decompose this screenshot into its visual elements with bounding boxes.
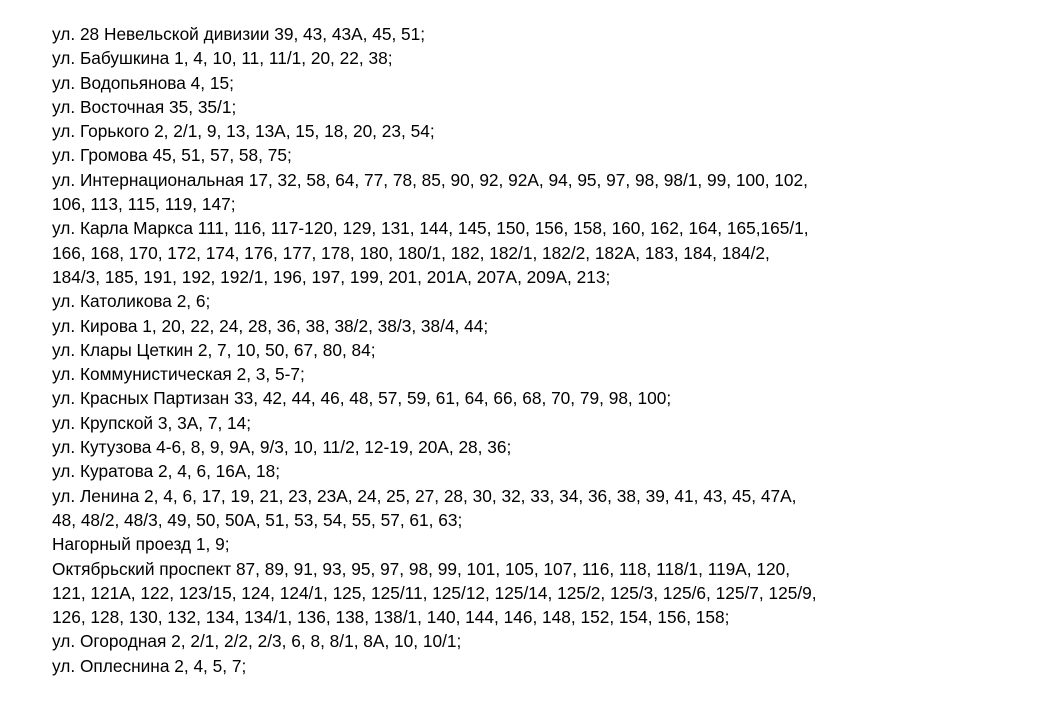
address-line: ул. Кутузова 4-6, 8, 9, 9А, 9/3, 10, 11/2, 12-19, 20А, 28, 36; [52,437,512,458]
address-line: ул. Восточная 35, 35/1; [52,96,237,117]
address-line: ул. Бабушкина 1, 4, 10, 11, 11/1, 20, 22, 38; [52,48,393,69]
address-line-continuation: 121, 121А, 122, 123/15, 124, 124/1, 125, 125/11, 125/12, 125/14, 125/2, 125/3, 125/6, 125/7, 125/9, [52,582,817,603]
address-line: ул. Клары Цеткин 2, 7, 10, 50, 67, 80, 84; [52,339,376,360]
address-list [52,22,1027,678]
address-line: ул. Красных Партизан 33, 42, 44, 46, 48, 57, 59, 61, 64, 66, 68, 70, 79, 98, 100; [52,388,672,409]
address-line: ул. Кирова 1, 20, 22, 24, 28, 36, 38, 38/2, 38/3, 38/4, 44; [52,315,489,336]
address-line-continuation: 48, 48/2, 48/3, 49, 50, 50А, 51, 53, 54, 55, 57, 61, 63; [52,509,463,530]
address-line: ул. Ленина 2, 4, 6, 17, 19, 21, 23, 23А, 24, 25, 27, 28, 30, 32, 33, 34, 36, 38, 39, 41, 43, 45, 47А, [52,485,797,506]
address-line: ул. Карла Маркса 111, 116, 117-120, 129, 131, 144, 145, 150, 156, 158, 160, 162, 164, 165,165/1, [52,218,809,239]
address-line-continuation: 166, 168, 170, 172, 174, 176, 177, 178, 180, 180/1, 182, 182/1, 182/2, 182А, 183, 184, 184/2, [52,242,770,263]
address-line: ул. Громова 45, 51, 57, 58, 75; [52,145,292,166]
address-line: ул. Оплеснина 2, 4, 5, 7; [52,655,247,676]
address-line: ул. Огородная 2, 2/1, 2/2, 2/3, 6, 8, 8/1, 8А, 10, 10/1; [52,631,462,652]
address-line-continuation: 106, 113, 115, 119, 147; [52,194,236,215]
address-line: Нагорный проезд 1, 9; [52,534,230,555]
address-line: ул. Коммунистическая 2, 3, 5-7; [52,364,305,385]
address-line: ул. Куратова 2, 4, 6, 16А, 18; [52,461,281,482]
address-line-continuation: 184/3, 185, 191, 192, 192/1, 196, 197, 199, 201, 201А, 207А, 209А, 213; [52,266,611,287]
address-line: ул. Водопьянова 4, 15; [52,72,234,93]
address-line: ул. Горького 2, 2/1, 9, 13, 13А, 15, 18, 20, 23, 54; [52,121,435,142]
address-line: ул. Католикова 2, 6; [52,291,211,312]
address-line: ул. Интернациональная 17, 32, 58, 64, 77, 78, 85, 90, 92, 92А, 94, 95, 97, 98, 98/1, 99, 100, 102, [52,169,808,190]
address-line-continuation: 126, 128, 130, 132, 134, 134/1, 136, 138, 138/1, 140, 144, 146, 148, 152, 154, 156, 158; [52,607,730,628]
address-line: ул. Крупской 3, 3А, 7, 14; [52,412,252,433]
address-line: ул. 28 Невельской дивизии 39, 43, 43А, 45, 51; [52,24,426,44]
address-line: Октябрьский проспект 87, 89, 91, 93, 95, 97, 98, 99, 101, 105, 107, 116, 118, 118/1, 119А, 120, [52,558,791,579]
